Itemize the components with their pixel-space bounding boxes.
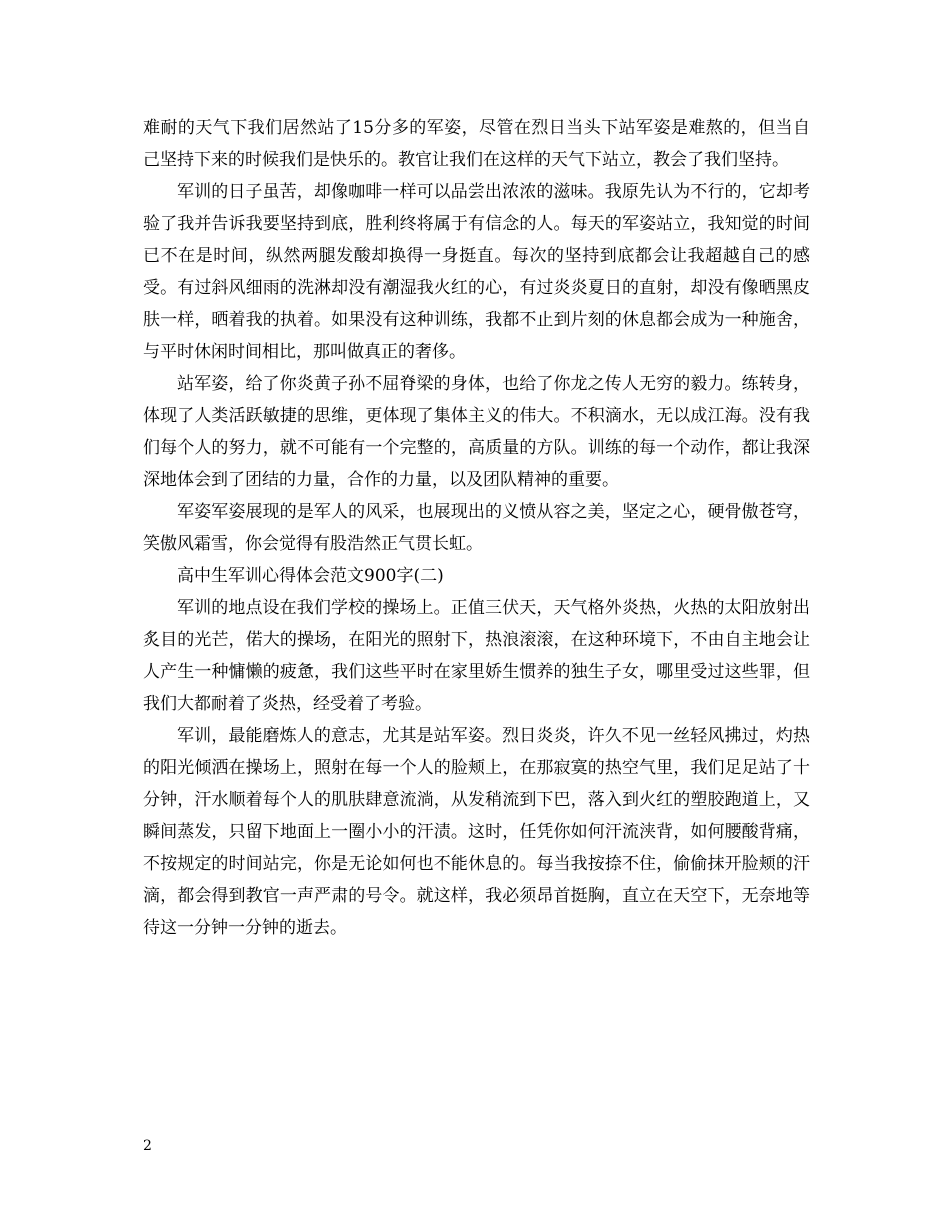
paragraph: 军训的日子虽苦，却像咖啡一样可以品尝出浓浓的滋味。我原先认为不行的，它却考验了我并告诉我要坚持到底，胜利终将属于有信念的人。每天的军姿站立，我知觉的时间已不在是时间，纵然两腿发酸却换得一身挺直。每次的坚持到底都会让我超越自己的感受。有过斜风细雨的洗淋却没有潮湿我火红的心，有过炎炎夏日的直射，却没有像晒黑皮肤一样，晒着我的执着。如果没有这种训练，我都不止到片刻的休息都会成为一种施舍，与平时休闲时间相比，那叫做真正的奢侈。: [143, 182, 810, 362]
section-heading: 高中生军训心得体会范文900字(二): [177, 566, 444, 586]
paragraph: 军姿军姿展现的是军人的风采，也展现出的义愤从容之美，坚定之心，硬骨傲苍穹，笑傲风霜雪，你会觉得有股浩然正气贯长虹。: [143, 502, 810, 554]
document-body: [143, 112, 810, 944]
paragraph: 站军姿，给了你炎黄子孙不屈脊梁的身体，也给了你龙之传人无穷的毅力。练转身，体现了人类活跃敏捷的思维，更体现了集体主义的伟大。不积滴水，无以成江海。没有我们每个人的努力，就不可能有一个完整的，高质量的方队。训练的每一个动作，都让我深深地体会到了团结的力量，合作的力量，以及团队精神的重要。: [143, 374, 810, 490]
paragraph: 军训的地点设在我们学校的操场上。正值三伏天，天气格外炎热，火热的太阳放射出炙目的光芒，偌大的操场，在阳光的照射下，热浪滚滚，在这种环境下，不由自主地会让人产生一种慵懒的疲惫，我们这些平时在家里娇生惯养的独生子女，哪里受过这些罪，但我们大都耐着了炎热，经受着了考验。: [143, 598, 810, 714]
paragraph: 难耐的天气下我们居然站了15分多的军姿，尽管在烈日当头下站军姿是难熬的，但当自己坚持下来的时候我们是快乐的。教官让我们在这样的天气下站立，教会了我们坚持。: [143, 118, 810, 170]
page-number: 2: [143, 1138, 152, 1154]
paragraph: 军训，最能磨炼人的意志，尤其是站军姿。烈日炎炎，许久不见一丝轻风拂过，灼热的阳光倾洒在操场上，照射在每一个人的脸颊上，在那寂寞的热空气里，我们足足站了十分钟，汗水顺着每个人的肌肤肆意流淌，从发稍流到下巴，落入到火红的塑胶跑道上，又瞬间蒸发，只留下地面上一圈小小的汗渍。这时，任凭你如何汗流浃背，如何腰酸背痛，不按规定的时间站完，你是无论如何也不能休息的。每当我按捺不住，偷偷抹开脸颊的汗滴，都会得到教官一声严肃的号令。就这样，我必须昂首挺胸，直立在天空下，无奈地等待这一分钟一分钟的逝去。: [143, 726, 810, 938]
